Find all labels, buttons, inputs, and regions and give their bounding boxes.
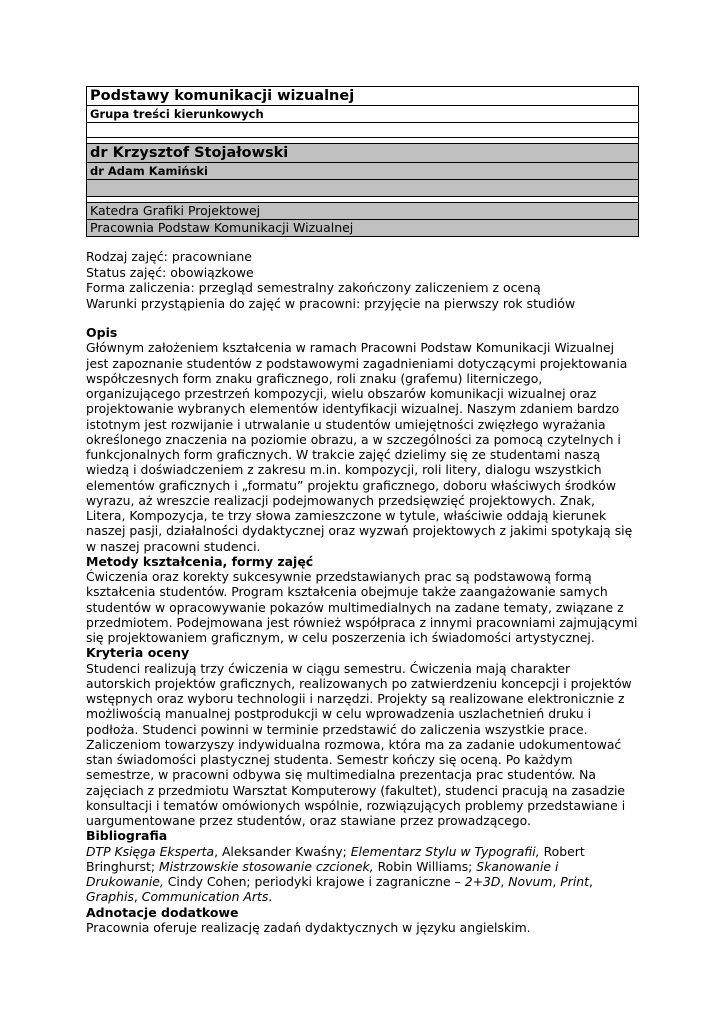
section-heading-kryteria: Kryteria oceny — [86, 645, 190, 661]
section-heading-metody: Metody kształcenia, formy zajęć — [86, 553, 314, 569]
empty-gray-row — [87, 180, 639, 197]
empty-row — [87, 123, 639, 138]
section-text-opis: Głównym założeniem kształcenia w ramach Pracowni Podstaw Komunikacji Wizualnej jest zapoznanie studentów z podstawowymi zagadnieniami dotyczącymi projektowania współczesnych form znaku graficznego, roli znaku (grafemu) literniczego, organizującego przestrzeń kompozycji, wielu obszarów komunikacji wizualnej oraz projektowanie wybranych elementów identyfikacji wizualnej. Naszym zdaniem bardzo istotnym jest rozwijanie i utrwalanie u studentów umiejętności zwięzłego wyrażania określonego znaczenia na poziomie obrazu, a w szczególności za pomocą czytelnych i funkcjonalnych form graficznych. W trakcie zajęć dzielimy się ze studentami naszą wiedzą i doświadczeniem z zakresu m.in. kompozycji, roli litery, dialogu wszystkich elementów graficznych i „formatu” projektu graficznego, doboru właściwych środków wyrazu, aż wreszcie realizacji podejmowanych przedsięwzięć projektowych. Znak, Litera, Kompozycja, te trzy słowa zamieszczone w tytule, właściwie oddają kierunek naszej pasji, działalności dydaktycznej oraz wyzwań projektowych z jakimi spotykają się w naszej pracowni studenci. — [86, 340, 633, 554]
class-type: Rodzaj zajęć: pracowniane — [86, 249, 252, 264]
section-heading-bibliografia: Bibliografia — [86, 828, 168, 844]
course-group: Grupa treści kierunkowych — [87, 106, 639, 123]
book-title: Skanowanie i Drukowanie, — [86, 858, 559, 890]
department-name: Katedra Grafiki Projektowej — [87, 203, 639, 220]
book-title: Elementarz Stylu w Typografii, — [350, 843, 540, 859]
class-status: Status zajęć: obowiązkowe — [86, 264, 254, 280]
lecturer-main: dr Krzysztof Stojałowski — [87, 144, 639, 163]
book-title: Mistrzowskie stosowanie czcionek, — [158, 858, 374, 874]
magazine-title: Print — [560, 874, 590, 890]
magazine-title: Communication Arts — [141, 889, 269, 905]
section-text-metody: Ćwiczenia oraz korekty sukcesywnie przedstawianych prac są podstawową formą kształcenia studentów. Program kształcenia obejmuje także zaangażowanie samych studentów w opracowywanie pokazów multimedialnych na zadane tematy, związane z przedmiotem. Podejmowana jest również współpraca z innymi pracowniami zajmującymi się projektowaniem graficznym, w celu poszerzenia ich świadomości artystycznej. — [86, 569, 638, 646]
section-text-kryteria: Studenci realizują trzy ćwiczenia w ciągu semestru. Ćwiczenia mają charakter autorskich projektów graficznych, realizowanych po zatwierdzeniu koncepcji i projektów wstępnych oraz wyboru technologii i narzędzi. Projekty są realizowane elektronicznie z możliwością manualnej postprodukcji w celu wprowadzenia uszlachetnień druku i podłoża. Studenci powinni w terminie przedstawić do zaliczenia wszystkie prace. Zaliczeniom towarzyszy indywidualna rozmowa, która ma za zadanie udokumentować stan świadomości plastycznej studenta. Semestr kończy się oceną. Po każdym semestrze, w pracowni odbywa się multimedialna prezentacja prac studentów. Na zajęciach z przedmiotu Warsztat Komputerowy (fakultet), studenci pracują na zasadzie konsultacji i tematów omówionych wspólnie, rozwiązujących problemy przedstawiane i uargumentowane przez studentów, oraz stawiane przez prowadzącego. — [86, 660, 632, 829]
section-heading-adnotacje: Adnotacje dodatkowe — [86, 904, 239, 920]
book-title: DTP Księga Eksperta — [86, 843, 215, 859]
course-header-table — [86, 86, 639, 237]
magazine-title: Graphis — [86, 889, 134, 905]
course-title: Podstawy komunikacji wizualnej — [87, 87, 639, 106]
magazine-title: 2+3D — [464, 874, 501, 890]
studio-name: Pracownia Podstaw Komunikacji Wizualnej — [87, 220, 639, 237]
section-text-adnotacje: Pracownia oferuje realizację zadań dydaktycznych w języku angielskim. — [86, 919, 531, 935]
magazine-title: Novum — [508, 874, 553, 890]
course-meta — [86, 249, 638, 311]
admission-conditions: Warunki przystąpienia do zajęć w pracowni: przyjęcie na pierwszy rok studiów — [86, 295, 576, 311]
section-heading-opis: Opis — [86, 325, 118, 340]
section-text-bibliografia: DTP Księga Eksperta, Aleksander Kwaśny; Elementarz Stylu w Typografii, Robert Bringhurst; Mistrzowskie stosowanie czcionek, Robin Williams; Skanowanie i Drukowanie, Cindy Cohen; periodyki krajowe i zagraniczne – 2+3D, Novum, Print, Graphis, Communication Arts. — [86, 843, 593, 905]
assessment-form: Forma zaliczenia: przegląd semestralny zakończony zaliczeniem z oceną — [86, 280, 541, 295]
lecturer-second: dr Adam Kamiński — [87, 163, 639, 180]
document-page — [86, 86, 638, 935]
